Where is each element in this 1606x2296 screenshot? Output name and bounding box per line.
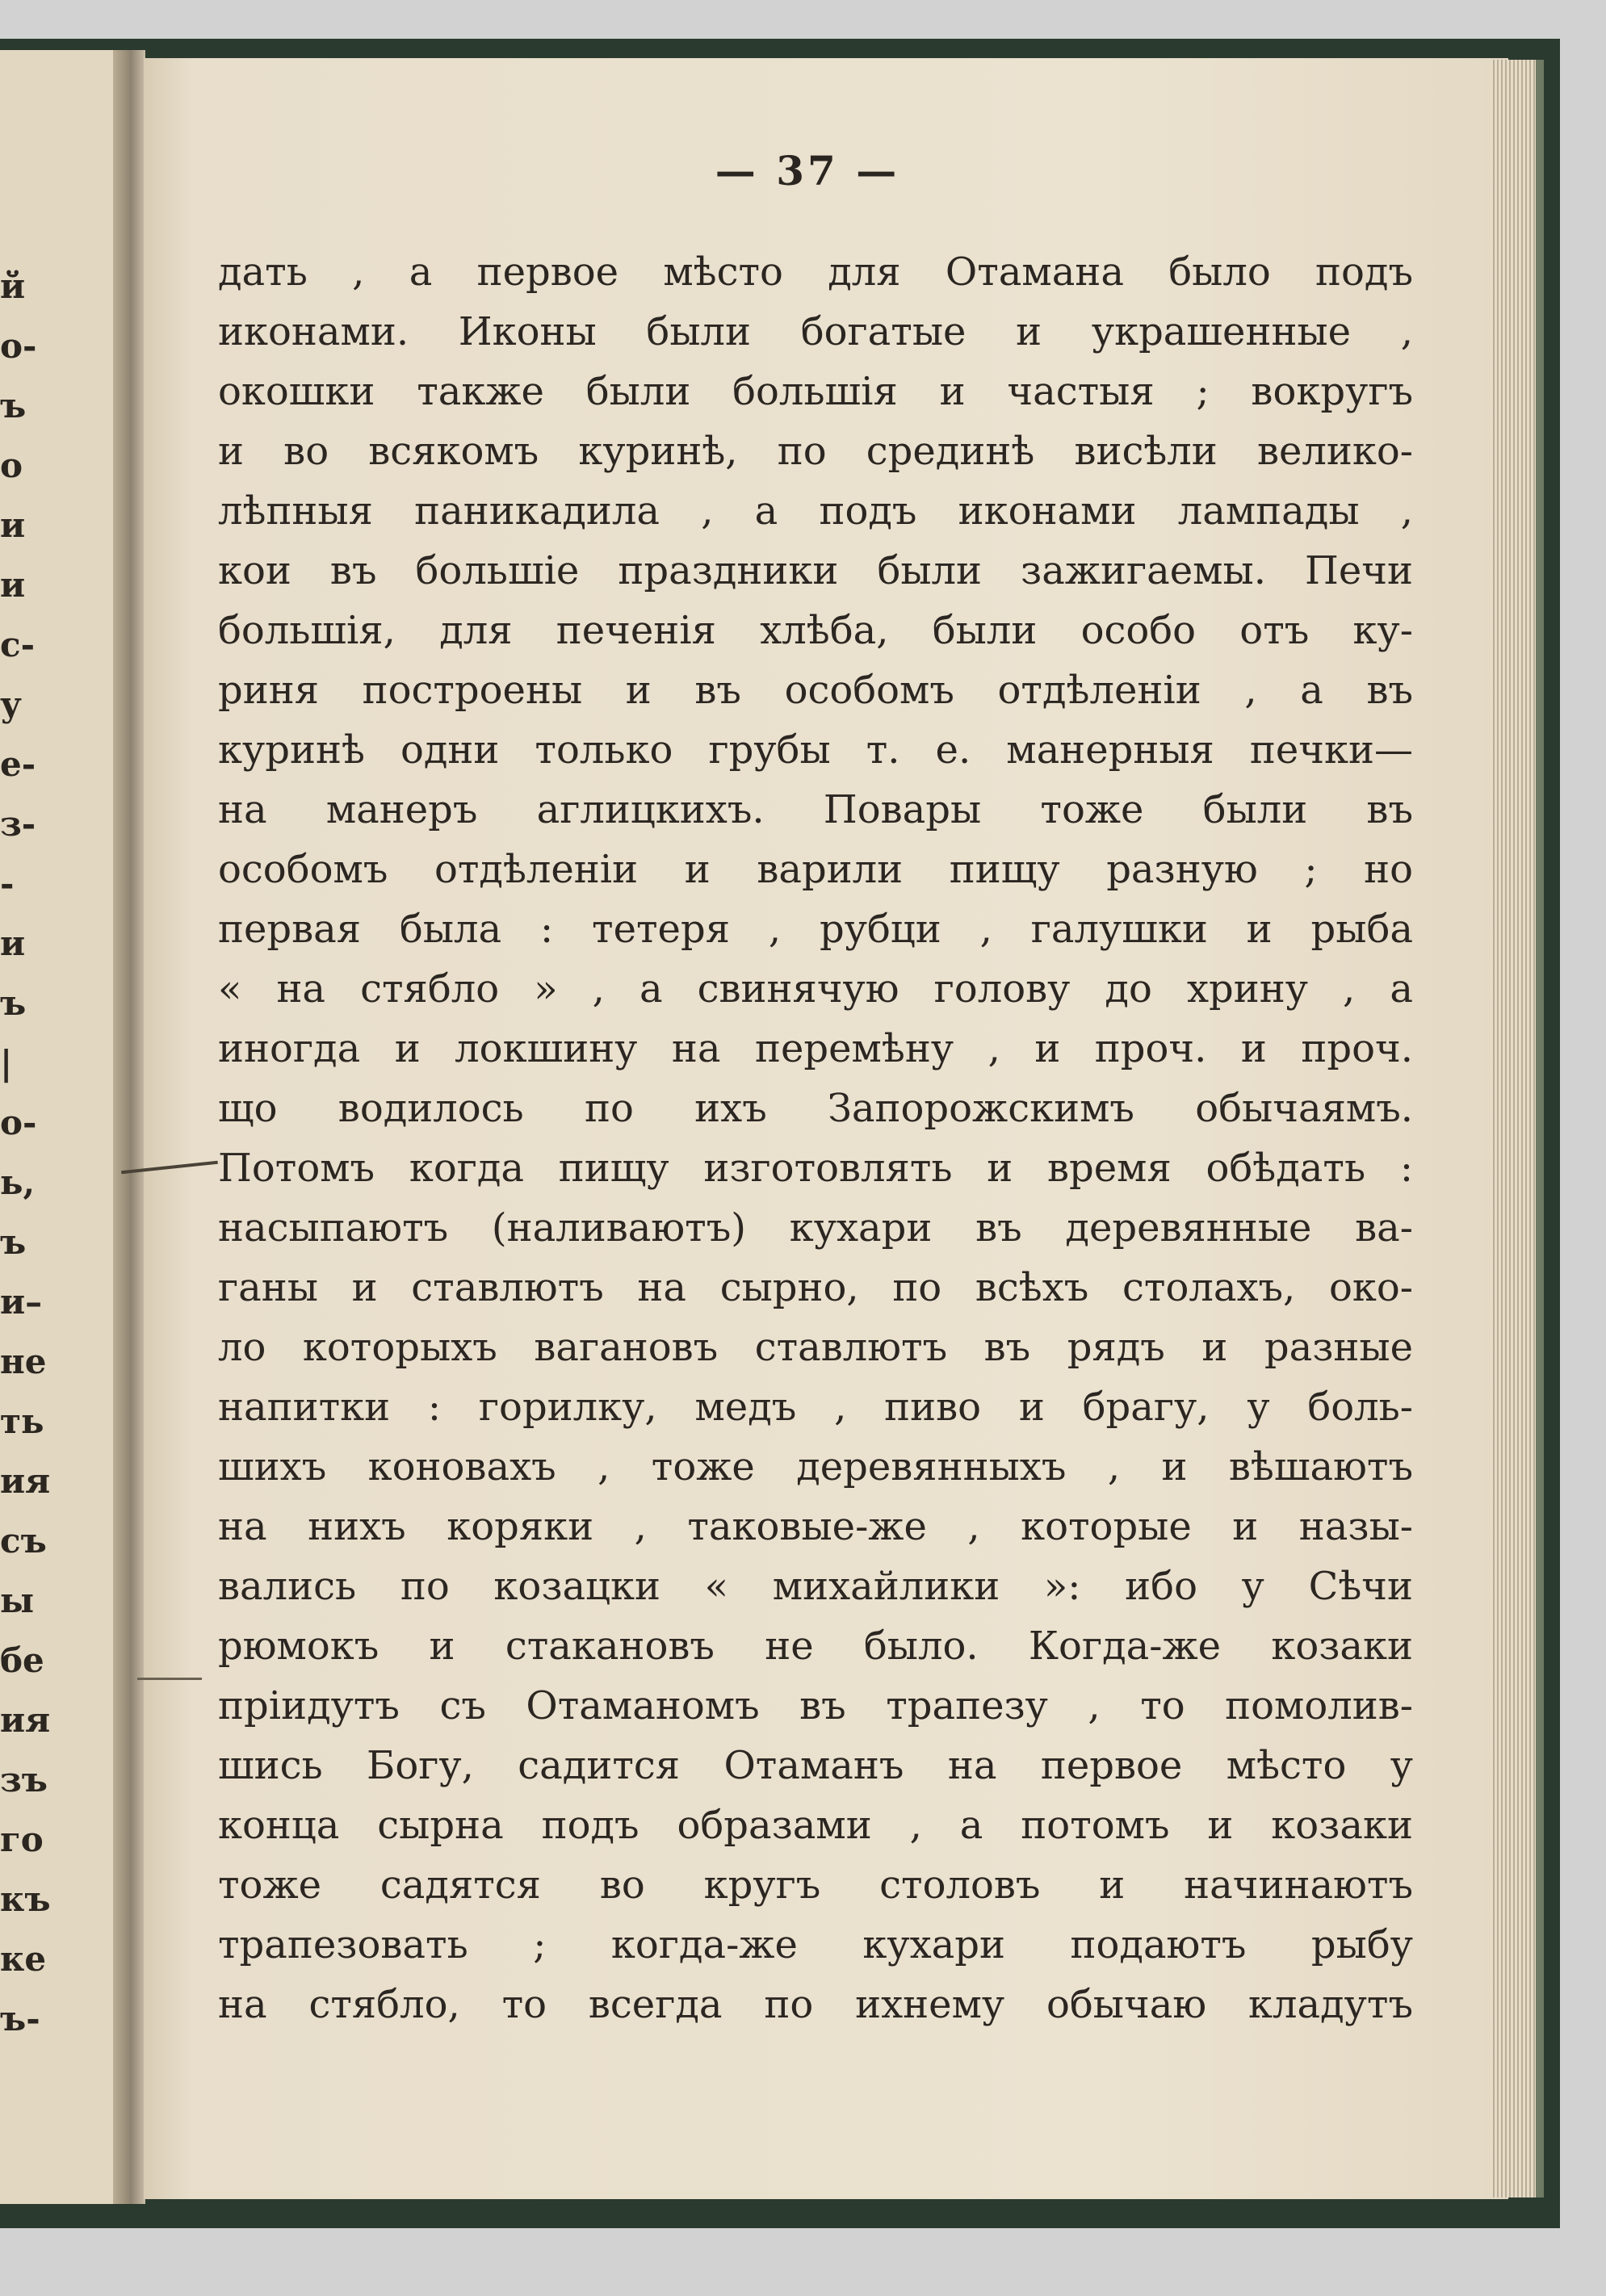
margin-fragment: и (0, 565, 26, 605)
margin-fragment: | (0, 1043, 13, 1083)
text-line: большія, для печенія хлѣба, были особо отъ ку- (218, 608, 1413, 653)
page-number: — 37 — (715, 147, 900, 195)
text-line: куринѣ одни только грубы т. е. манерныя печки— (218, 727, 1413, 773)
margin-fragment: къ (0, 1879, 51, 1919)
margin-fragment: й (0, 266, 26, 306)
text-line: лѣпныя паникадила , а подъ иконами лампады , (218, 488, 1413, 534)
text-line: шихъ коновахъ , тоже деревянныхъ , и вѣшаютъ (218, 1444, 1413, 1489)
text-line: вались по козацки « михайлики »: ибо у Сѣчи (218, 1564, 1413, 1609)
text-line: тоже садятся во кругъ столовъ и начинаютъ (218, 1862, 1413, 1908)
text-line: напитки : горилку, медъ , пиво и брагу, у боль- (218, 1385, 1413, 1430)
body-text (218, 242, 1413, 2034)
text-line: иконами. Иконы были богатые и украшенные , (218, 309, 1413, 354)
pencil-mark (137, 1678, 202, 1680)
text-line: и во всякомъ куринѣ, по срединѣ висѣли велико- (218, 429, 1413, 474)
left-page-margin-text (0, 257, 51, 2049)
text-line: пріидутъ съ Отаманомъ въ трапезу , то помолив- (218, 1683, 1413, 1728)
text-line: рюмокъ и стакановъ не было. Когда-же козаки (218, 1624, 1413, 1669)
margin-fragment: ия (0, 1461, 51, 1501)
text-line: конца сырна подъ образами , а потомъ и козаки (218, 1803, 1413, 1848)
text-line: Потомъ когда пищу изготовлять и время обѣдать : (218, 1146, 1413, 1191)
margin-fragment: съ (0, 1521, 47, 1561)
margin-fragment: и (0, 505, 26, 545)
margin-fragment: ь, (0, 1163, 36, 1202)
text-line: особомъ отдѣленіи и варили пищу разную ; но (218, 847, 1413, 892)
text-line: що водилось по ихъ Запорожскимъ обычаямъ. (218, 1086, 1413, 1131)
page-edges (1491, 60, 1536, 2198)
text-line: окошки также были большія и частыя ; вокругъ (218, 369, 1413, 414)
margin-fragment: ъ- (0, 1999, 40, 2038)
book-gutter (113, 50, 145, 2204)
margin-fragment: ке (0, 1939, 47, 1979)
text-line: шись Богу, садится Отаманъ на первое мѣсто у (218, 1743, 1413, 1788)
margin-fragment: о (0, 446, 23, 485)
margin-fragment: з- (0, 804, 36, 844)
margin-fragment: ъ (0, 983, 27, 1023)
text-line: дать , а первое мѣсто для Отамана было подъ (218, 249, 1413, 295)
margin-fragment: го (0, 1820, 44, 1859)
margin-fragment: ъ (0, 386, 27, 425)
margin-fragment: - (0, 864, 15, 903)
margin-fragment: е- (0, 744, 36, 784)
margin-fragment: зъ (0, 1760, 48, 1800)
text-line: на нихъ коряки , таковые-же , которые и назы- (218, 1504, 1413, 1549)
text-line: « на стябло » , а свинячую голову до хрину , а (218, 966, 1413, 1012)
margin-fragment: ть (0, 1401, 44, 1441)
margin-fragment: о- (0, 326, 37, 366)
text-line: насыпаютъ (наливаютъ) кухари въ деревянные ва- (218, 1205, 1413, 1251)
margin-fragment: и (0, 924, 26, 963)
margin-fragment: с- (0, 625, 36, 664)
margin-fragment: не (0, 1342, 47, 1381)
margin-fragment: ы (0, 1581, 35, 1620)
cover-edge (1536, 60, 1544, 2198)
margin-fragment: о- (0, 1103, 37, 1142)
margin-fragment: ия (0, 1700, 51, 1740)
text-line: ло которыхъ вагановъ ставлютъ въ рядъ и разные (218, 1325, 1413, 1370)
margin-fragment: ъ (0, 1222, 27, 1262)
text-line: ганы и ставлютъ на сырно, по всѣхъ столахъ, око- (218, 1265, 1413, 1310)
margin-fragment: бе (0, 1640, 44, 1680)
text-line: риня построены и въ особомъ отдѣленіи , а въ (218, 668, 1413, 713)
margin-fragment: и– (0, 1282, 43, 1322)
text-line: кои въ большіе праздники были зажигаемы. Печи (218, 548, 1413, 593)
text-line: иногда и локшину на перемѣну , и проч. и проч. (218, 1026, 1413, 1071)
text-line: первая была : тетеря , рубци , галушки и рыба (218, 907, 1413, 952)
text-line: на манеръ аглицкихъ. Повары тоже были въ (218, 787, 1413, 832)
text-line: трапезовать ; когда-же кухари подаютъ рыбу (218, 1922, 1413, 1967)
text-line: на стябло, то всегда по ихнему обычаю кладутъ (218, 1982, 1413, 2027)
margin-fragment: у (0, 685, 22, 724)
